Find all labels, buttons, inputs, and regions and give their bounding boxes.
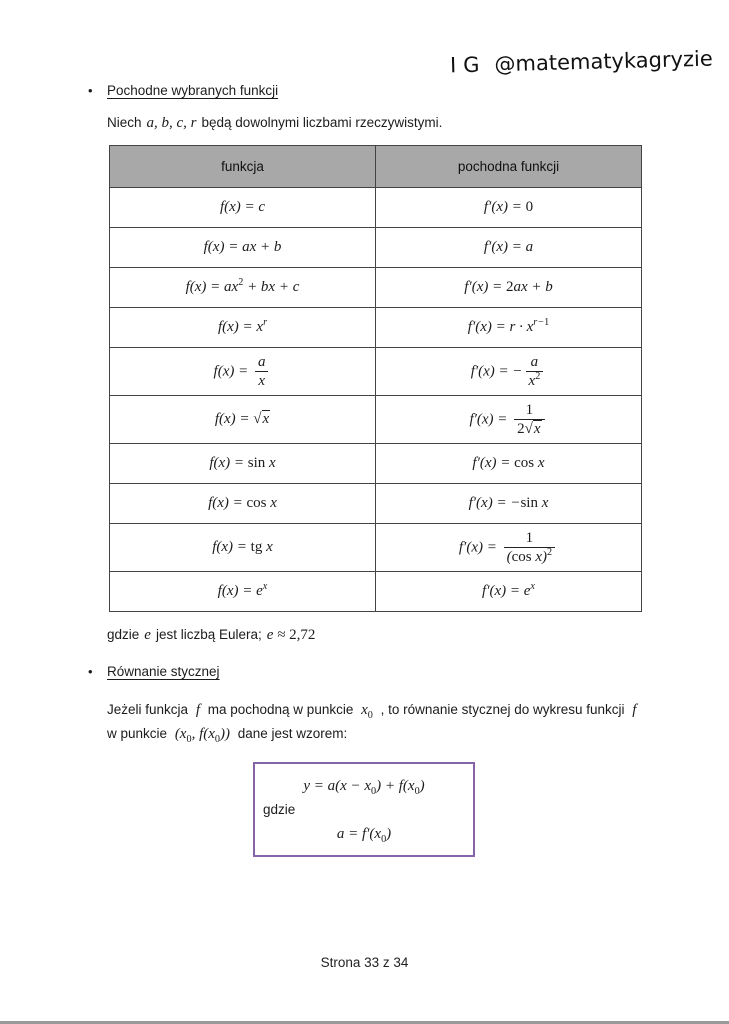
logo-ig-text: IG	[449, 52, 488, 78]
col-header-funkcja: funkcja	[110, 146, 376, 188]
derivatives-table	[109, 145, 642, 612]
tangent-paragraph: Jeżeli funkcja f ma pochodną w punkcie $x_0$ , to równanie stycznej do wykresu funkcji f w punkcie ($x_0$, $f(x_0)$) dane jest wzorem:	[107, 702, 637, 745]
derivative-cell: $f'(x) = e^x$	[376, 572, 642, 612]
function-cell: f(x) = cos x	[110, 484, 376, 524]
tangent-equation: $y = a(x - x_0) + f(x_0)$	[303, 778, 425, 797]
intro-sentence	[107, 113, 442, 133]
function-cell: $f(x) = ax^2$ + bx + c	[110, 268, 376, 308]
bullet-icon: •	[88, 83, 93, 98]
table-row	[110, 268, 642, 308]
derivative-cell: f′(x) = 2ax + b	[376, 268, 642, 308]
function-cell: f(x) = sin x	[110, 444, 376, 484]
intro-pre: Niech	[107, 115, 142, 130]
table-row	[110, 348, 642, 396]
table-row	[110, 228, 642, 268]
section-heading-pochodne	[88, 82, 278, 100]
section-heading-rownanie	[88, 663, 220, 681]
euler-note	[107, 624, 320, 646]
derivative-cell: f′(x) = $\frac{1}{2√x}$	[376, 396, 642, 444]
derivative-cell: f′(x) = cos x	[376, 444, 642, 484]
section-title-rownanie: Równanie stycznej	[107, 664, 220, 679]
intro-post: będą dowolnymi liczbami rzeczywistymi.	[201, 115, 443, 130]
derivative-cell: f′(x) = $\frac{1}{(\cos x)^2}$	[376, 524, 642, 572]
function-cell: f(x) = tg x	[110, 524, 376, 572]
table-header-row	[110, 146, 642, 188]
table-row	[110, 444, 642, 484]
table-row	[110, 484, 642, 524]
slope-equation: $a = f'(x_0)$	[336, 826, 392, 845]
instagram-handle-logo	[450, 47, 713, 78]
function-cell: f(x) = $\frac{a}{x}$	[110, 348, 376, 396]
table-row	[110, 572, 642, 612]
derivative-cell: f′(x) = 0	[376, 188, 642, 228]
table-row	[110, 396, 642, 444]
col-header-pochodna-funkcji: pochodna funkcji	[376, 146, 642, 188]
logo-handle-text: @matematykagryzie	[494, 46, 714, 77]
table-row	[110, 308, 642, 348]
section-title-pochodne: Pochodne wybranych funkcji	[107, 83, 279, 98]
derivative-cell: f′(x) = − $\frac{a}{x^2}$	[376, 348, 642, 396]
function-cell: f(x) = √x	[110, 396, 376, 444]
function-cell: $f(x) = x^r$	[110, 308, 376, 348]
derivative-cell: f′(x) = −sin x	[376, 484, 642, 524]
table-row	[110, 188, 642, 228]
bullet-icon: •	[88, 664, 93, 679]
gdzie-label: gdzie	[263, 802, 296, 817]
note-euler-var: e	[144, 627, 151, 643]
note-pre: gdzie	[107, 627, 140, 642]
function-cell: f(x) = c	[110, 188, 376, 228]
function-cell: f(x) = ax + b	[110, 228, 376, 268]
function-cell: $f(x) = e^x$	[110, 572, 376, 612]
note-euler-approx: e ≈ 2,72	[266, 627, 316, 643]
derivative-cell: $f'(x) = r \cdot x^{r-1}$	[376, 308, 642, 348]
intro-math-vars: a, b, c, r	[146, 115, 197, 131]
table-row	[110, 524, 642, 572]
derivative-cell: f′(x) = a	[376, 228, 642, 268]
page-number: Strona 33 z 34	[320, 955, 409, 970]
tangent-formula-box	[253, 762, 475, 857]
note-mid: jest liczbą Eulera;	[155, 627, 262, 642]
